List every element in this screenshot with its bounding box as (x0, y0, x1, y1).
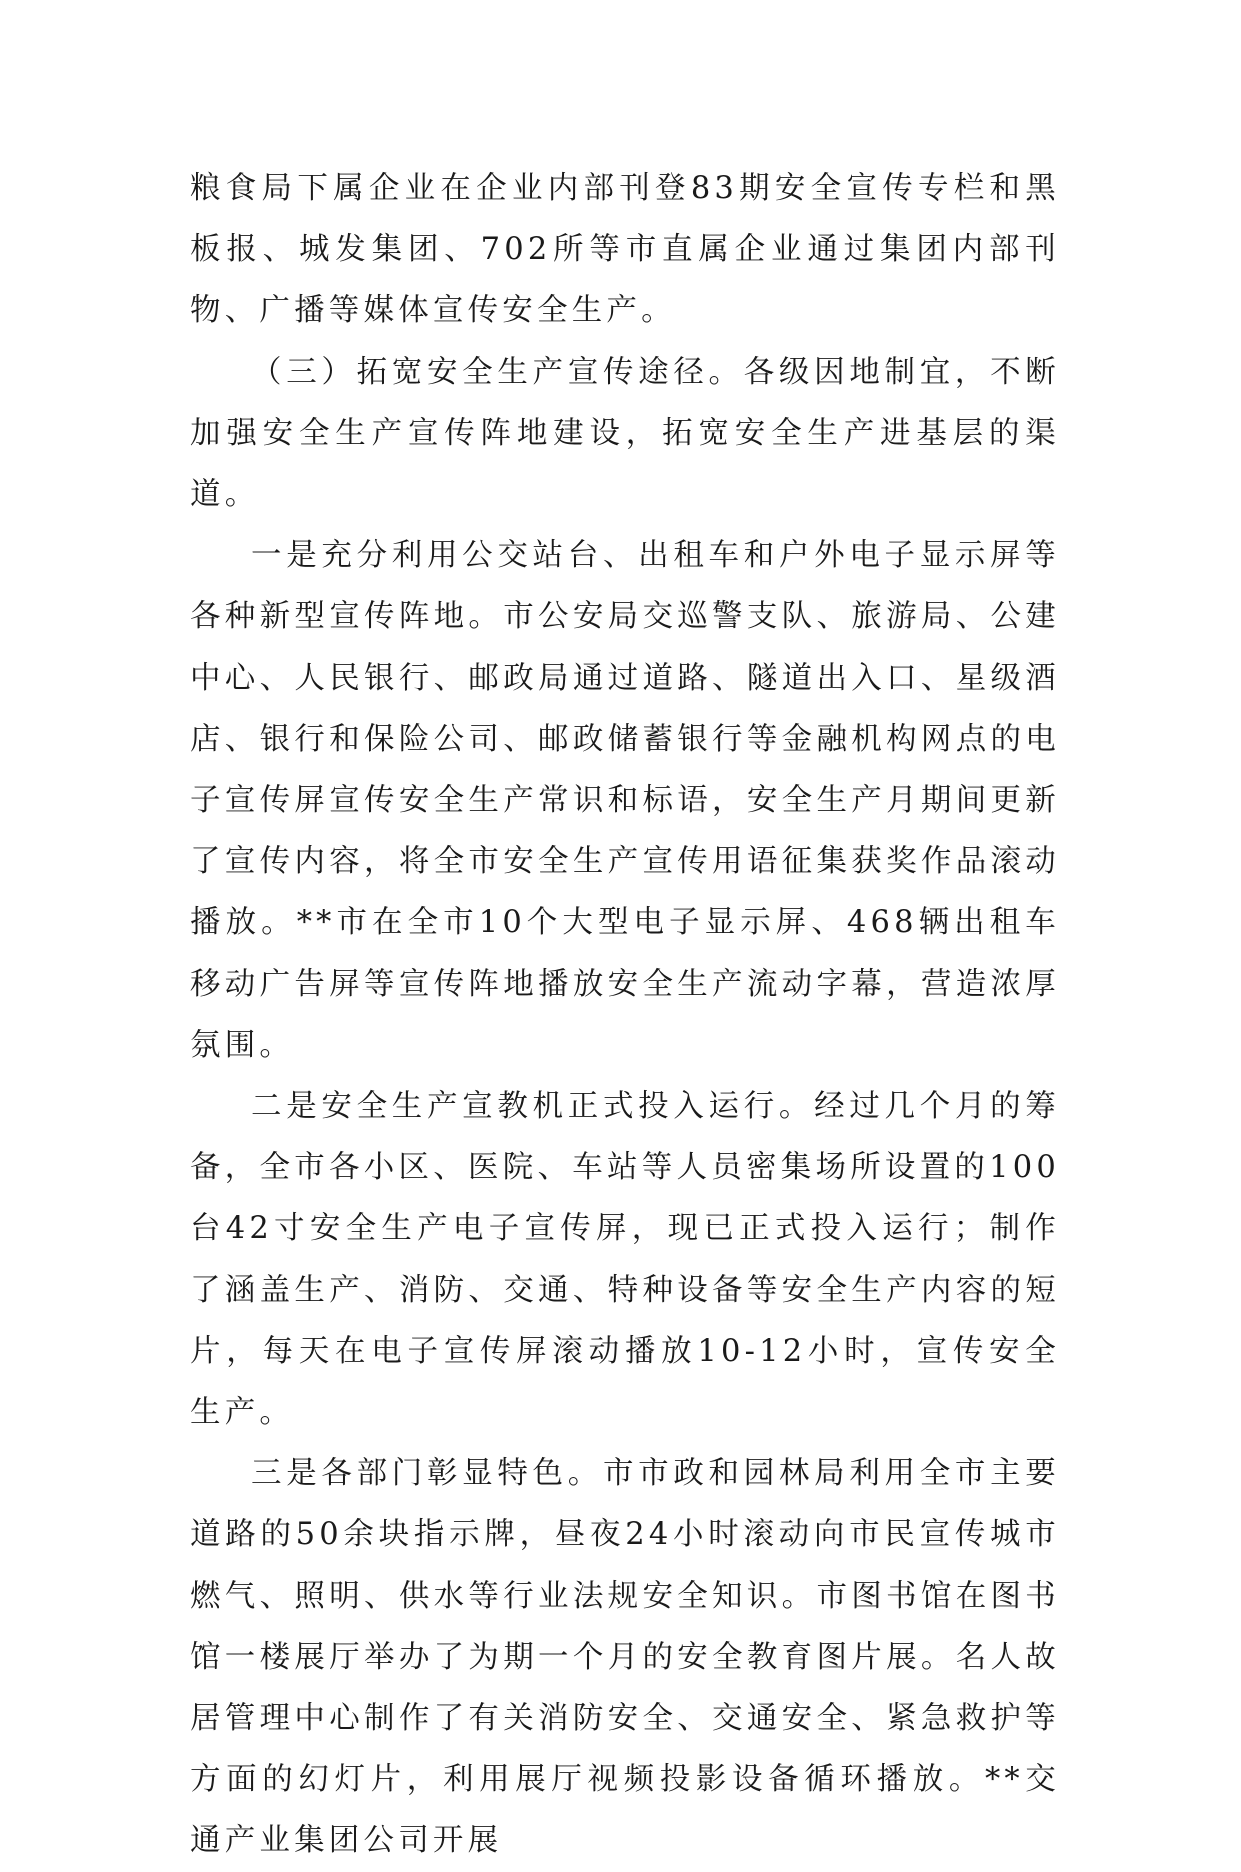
paragraph-5: 三是各部门彰显特色。市市政和园林局利用全市主要道路的50余块指示牌，昼夜24小时滚动向市民宣传城市燃气、照明、供水等行业法规安全知识。市图书馆在图书馆一楼展厅举办了为期一个月的安全教育图片展。名人故居管理中心制作了有关消防安全、交通安全、紧急救护等方面的幻灯片，利用展厅视频投影设备循环播放。**交通产业集团公司开展 (190, 1456, 1060, 1859)
paragraph-2: （三）拓宽安全生产宣传途径。各级因地制宜，不断加强安全生产宣传阵地建设，拓宽安全生产进基层的渠道。 (190, 354, 1060, 513)
paragraph-3: 一是充分利用公交站台、出租车和户外电子显示屏等各种新型宣传阵地。市公安局交巡警支队、旅游局、公建中心、人民银行、邮政局通过道路、隧道出入口、星级酒店、银行和保险公司、邮政储蓄银行等金融机构网点的电子宣传屏宣传安全生产常识和标语，安全生产月期间更新了宣传内容，将全市安全生产宣传用语征集获奖作品滚动播放。**市在全市10个大型电子显示屏、468辆出租车移动广告屏等宣传阵地播放安全生产流动字幕，营造浓厚氛围。 (190, 538, 1060, 1063)
paragraph-4: 二是安全生产宣教机正式投入运行。经过几个月的筹备，全市各小区、医院、车站等人员密集场所设置的100台42寸安全生产电子宣传屏，现已正式投入运行；制作了涵盖生产、消防、交通、特种设备等安全生产内容的短片，每天在电子宣传屏滚动播放10-12小时，宣传安全生产。 (190, 1089, 1060, 1431)
document-body (190, 158, 1060, 1872)
paragraph-1: 粮食局下属企业在企业内部刊登83期安全宣传专栏和黑板报、城发集团、702所等市直属企业通过集团内部刊物、广播等媒体宣传安全生产。 (190, 171, 1060, 329)
